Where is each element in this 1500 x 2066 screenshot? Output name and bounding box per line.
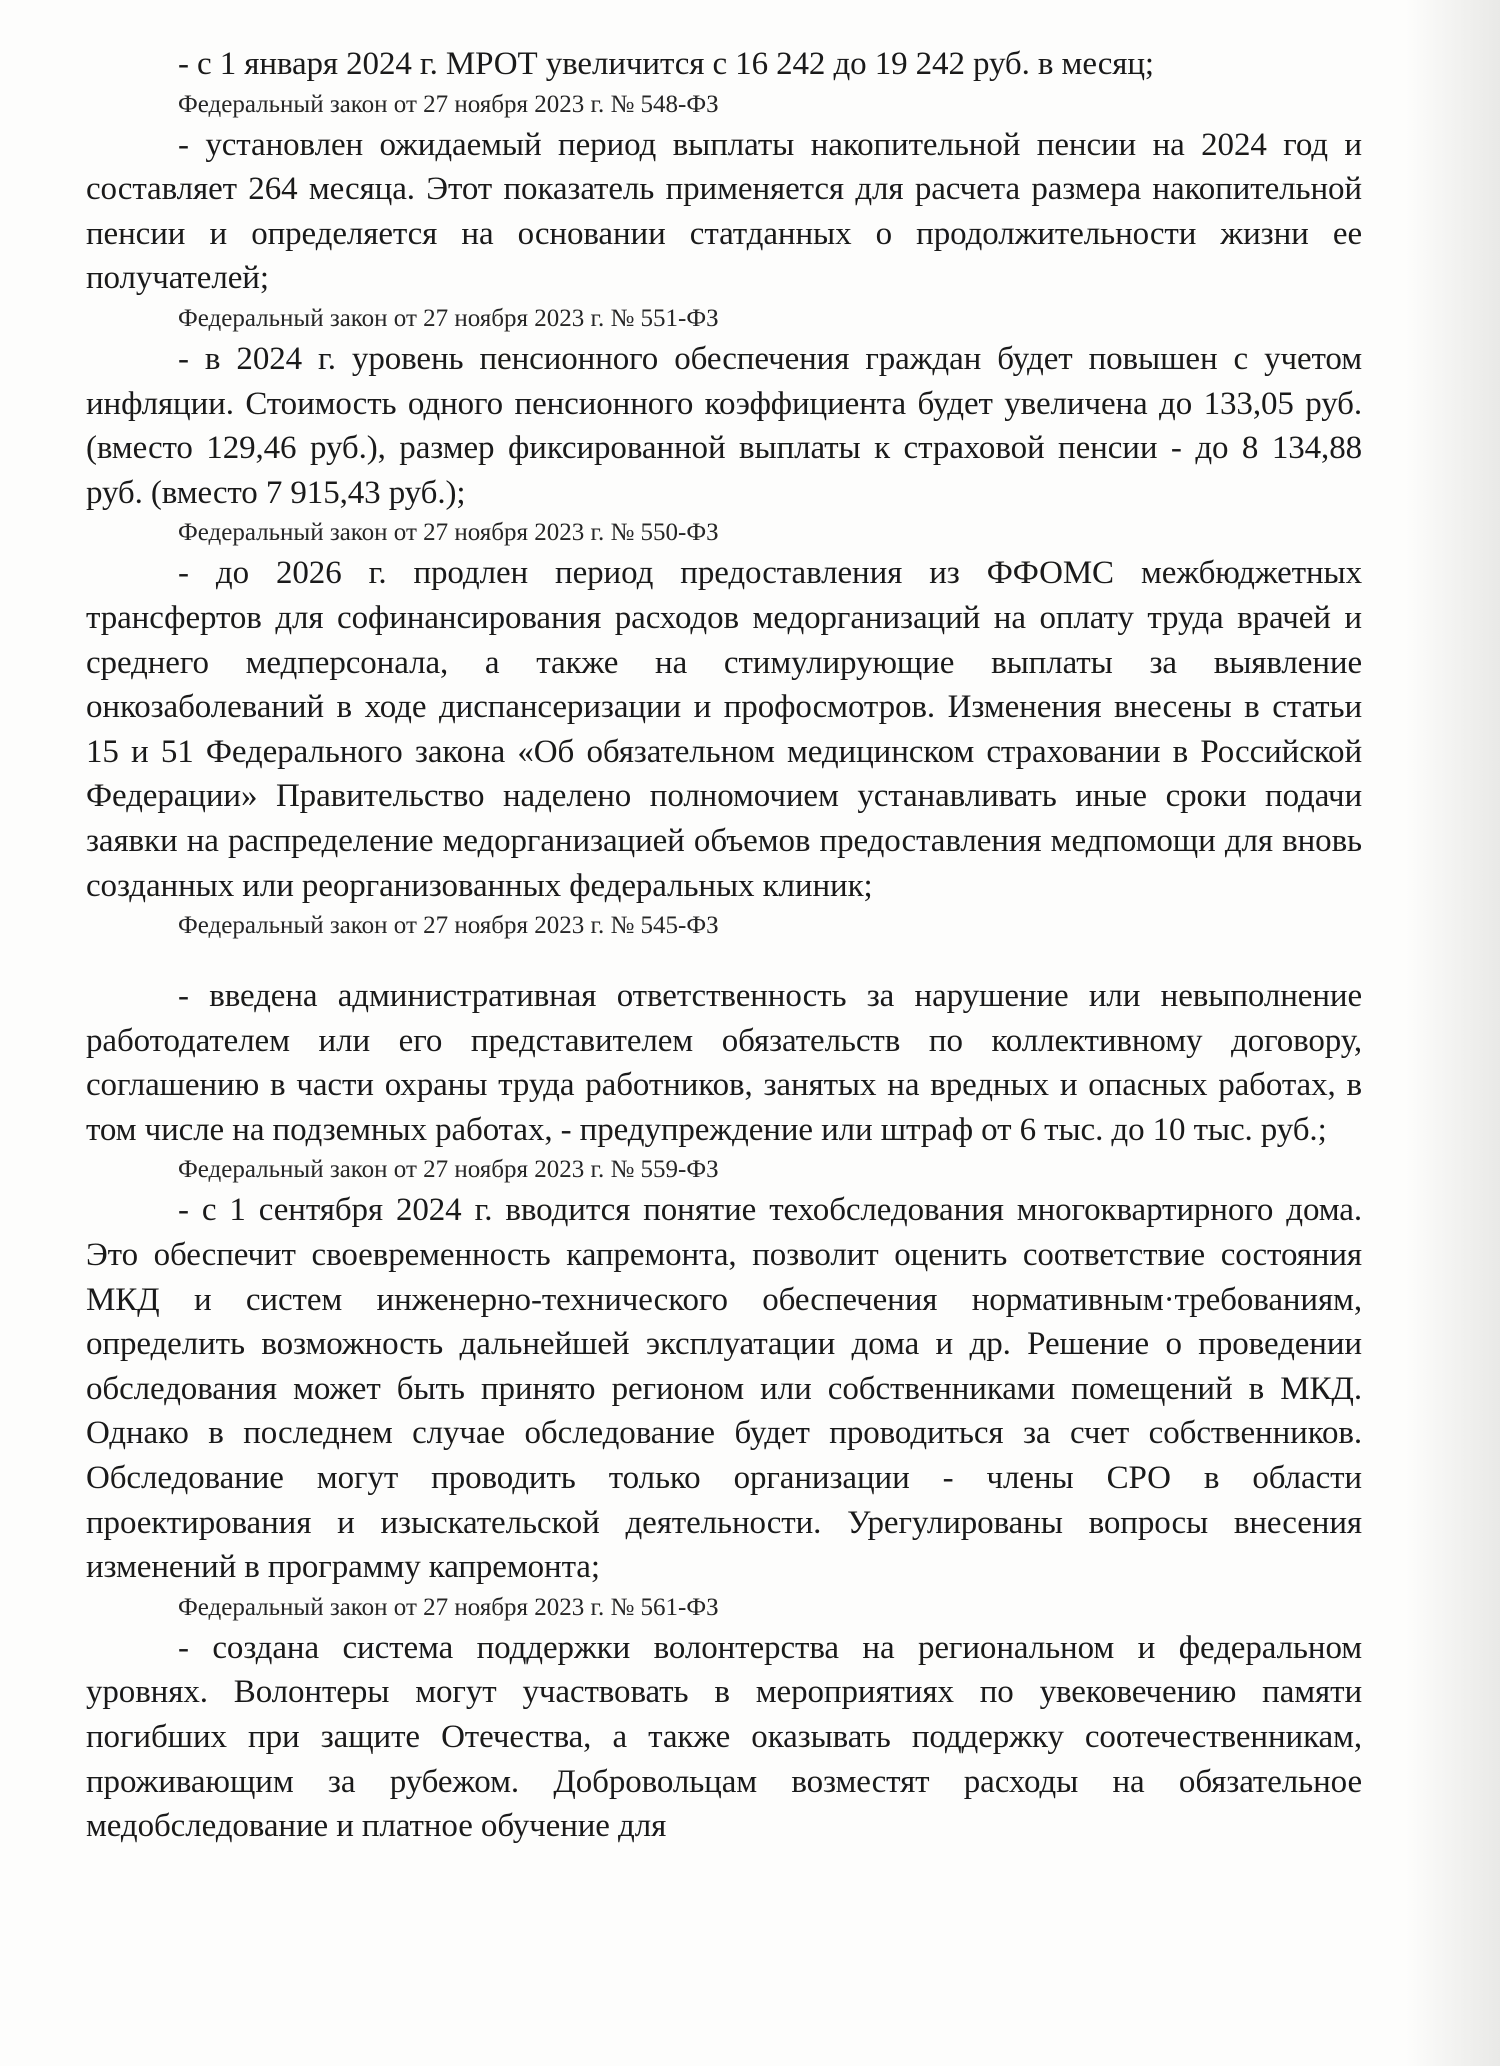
law-reference: Федеральный закон от 27 ноября 2023 г. № 550-ФЗ bbox=[178, 519, 719, 547]
paragraph-building-inspection: - с 1 сентября 2024 г. вводится понятие техобследования многоквартирного дома. Это обеспечит своевременность капремонта, позволит оценить соответствие состояния МКД и систем инженерно-технического обеспечения нормативным·требованиям, определить возможность дальнейшей эксплуатации дома и др. Решение о проведении обследования может быть принято регионом или собственниками помещений в МКД. Однако в последнем случае обследование будет проводиться за счет собственников. Обследование могут проводить только организации - члены СРО в области проектирования и изыскательской деятельности. Урегулированы вопросы внесения изменений в программу капремонта; bbox=[86, 1192, 1362, 1586]
paragraph-spacer bbox=[86, 944, 1362, 974]
paragraph-volunteering: - создана система поддержки волонтерства на региональном и федеральном уровнях. Волонтеры могут участвовать в мероприятиях по увековечению памяти погибших при защите Отечества, а также оказывать поддержку соотечественникам, проживающим за рубежом. Добровольцам возместят расходы на обязательное медобследование и платное обучение для bbox=[86, 1629, 1362, 1845]
law-reference: Федеральный закон от 27 ноября 2023 г. № 548-ФЗ bbox=[178, 90, 719, 118]
law-reference: Федеральный закон от 27 ноября 2023 г. № 545-ФЗ bbox=[178, 912, 719, 940]
law-reference: Федеральный закон от 27 ноября 2023 г. № 561-ФЗ bbox=[178, 1593, 719, 1621]
paragraph-pension-period: - установлен ожидаемый период выплаты накопительной пенсии на 2024 год и составляет 264 месяца. Этот показатель применяется для расчета размера накопительной пенсии и определяется на основании статданных о продолжительности жизни ее получателей; bbox=[86, 126, 1362, 297]
law-reference: Федеральный закон от 27 ноября 2023 г. № 551-ФЗ bbox=[178, 304, 719, 332]
law-reference: Федеральный закон от 27 ноября 2023 г. № 559-ФЗ bbox=[178, 1156, 719, 1184]
paragraph-mrot: - с 1 января 2024 г. МРОТ увеличится с 16 242 до 19 242 руб. в месяц; bbox=[178, 46, 1154, 82]
scan-page-edge bbox=[1406, 0, 1500, 2066]
paragraph-ffoms-transfers: - до 2026 г. продлен период предоставления из ФФОМС межбюджетных трансфертов для софинансирования расходов медорганизаций на оплату труда врачей и среднего медперсонала, а также на стимулирующие выплаты за выявление онкозаболеваний в ходе диспансеризации и профосмотров. Изменения внесены в статьи 15 и 51 Федерального закона «Об обязательном медицинском страховании в Российской Федерации» Правительство наделено полномочием устанавливать иные сроки подачи заявки на распределение медорганизацией объемов предоставления медпомощи для вновь созданных или реорганизованных федеральных клиник; bbox=[86, 555, 1362, 904]
paragraph-employer-liability: - введена административная ответственность за нарушение или невыполнение работодателем или его представителем обязательств по коллективному договору, соглашению в части охраны труда работников, занятых на вредных и опасных работах, в том числе на подземных работах, - предупреждение или штраф от 6 тыс. до 10 тыс. руб.; bbox=[86, 978, 1362, 1148]
paragraph-pension-indexation: - в 2024 г. уровень пенсионного обеспечения граждан будет повышен с учетом инфляции. Стоимость одного пенсионного коэффициента будет увеличена до 133,05 руб. (вместо 129,46 руб.), размер фиксированной выплаты к страховой пенсии - до 8 134,88 руб. (вместо 7 915,43 руб.); bbox=[86, 340, 1362, 511]
document-body bbox=[86, 42, 1362, 1849]
